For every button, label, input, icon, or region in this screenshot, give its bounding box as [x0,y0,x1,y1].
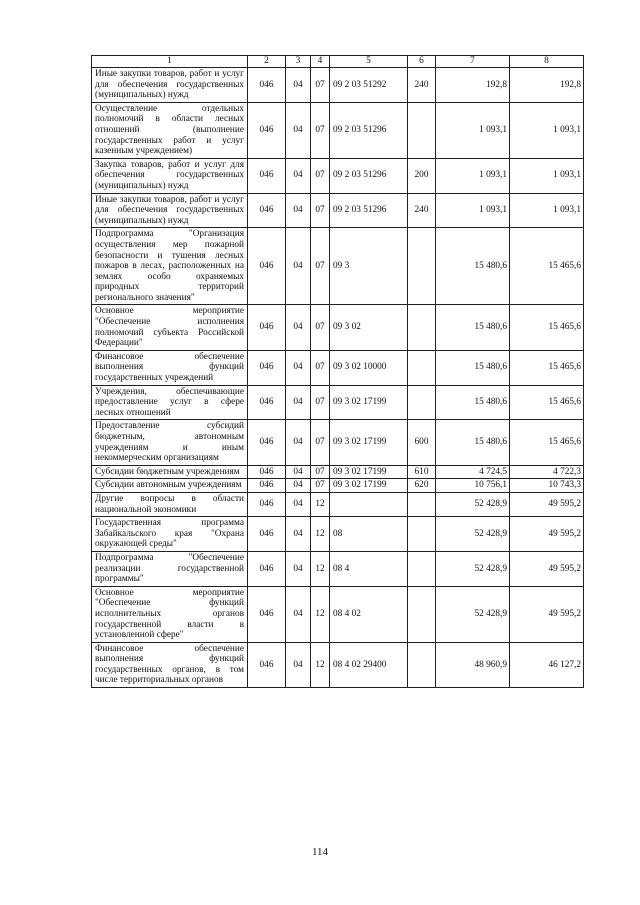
ministry-code: 046 [248,193,286,228]
section-code: 04 [286,228,311,305]
expense-type-code [408,492,436,516]
item-name: Подпрограмма "Обеспечение реализации государственной программы" [92,551,248,586]
header-row [92,56,584,68]
section-code: 04 [286,305,311,350]
subsection-code: 07 [311,385,330,420]
item-name: Финансовое обеспечение выполнения функций государственных органов, в том числе территориальных органов [92,642,248,687]
item-name: Субсидии автономным учреждениям [92,479,248,493]
subsection-code: 07 [311,479,330,493]
amount-col-8: 15 465,6 [510,350,584,385]
item-name: Осуществление отдельных полномочий в области лесных отношений (выполнение государственных работ и услуг казенным учреждением) [92,102,248,158]
subsection-code: 07 [311,68,330,103]
amount-col-8: 4 722,3 [510,465,584,479]
ministry-code: 046 [248,420,286,465]
section-code: 04 [286,420,311,465]
amount-col-8: 192,8 [510,68,584,103]
item-name: Иные закупки товаров, работ и услуг для обеспечения государственных (муниципальных) нужд [92,193,248,228]
section-code: 04 [286,586,311,642]
subsection-code: 07 [311,158,330,193]
header-cell-7: 7 [436,56,510,68]
expense-type-code: 610 [408,465,436,479]
ministry-code: 046 [248,492,286,516]
subsection-code: 12 [311,492,330,516]
ministry-code: 046 [248,305,286,350]
amount-col-8: 15 465,6 [510,385,584,420]
ministry-code: 046 [248,551,286,586]
expense-type-code [408,102,436,158]
table-row [92,102,584,158]
amount-col-8: 15 465,6 [510,305,584,350]
ministry-code: 046 [248,102,286,158]
expense-type-code [408,642,436,687]
ministry-code: 046 [248,479,286,493]
subsection-code: 07 [311,305,330,350]
amount-col-7: 1 093,1 [436,193,510,228]
target-article-code: 09 3 02 17199 [330,465,408,479]
amount-col-8: 46 127,2 [510,642,584,687]
amount-col-8: 1 093,1 [510,193,584,228]
target-article-code [330,492,408,516]
target-article-code: 09 3 02 17199 [330,385,408,420]
item-name: Иные закупки товаров, работ и услуг для обеспечения государственных (муниципальных) нужд [92,68,248,103]
expense-type-code: 620 [408,479,436,493]
header-cell-4: 4 [311,56,330,68]
header-cell-2: 2 [248,56,286,68]
expense-type-code [408,385,436,420]
budget-table [91,55,584,688]
subsection-code: 12 [311,642,330,687]
expense-type-code [408,350,436,385]
expense-type-code: 240 [408,68,436,103]
section-code: 04 [286,385,311,420]
item-name: Предоставление субсидий бюджетным, автономным учреждениям и иным некоммерческим организациям [92,420,248,465]
table-row [92,385,584,420]
amount-col-7: 52 428,9 [436,551,510,586]
expense-type-code: 240 [408,193,436,228]
section-code: 04 [286,350,311,385]
table-row [92,420,584,465]
subsection-code: 12 [311,517,330,552]
ministry-code: 046 [248,350,286,385]
table-row [92,350,584,385]
expense-type-code: 600 [408,420,436,465]
amount-col-7: 15 480,6 [436,350,510,385]
target-article-code: 08 [330,517,408,552]
amount-col-7: 10 756,1 [436,479,510,493]
amount-col-8: 49 595,2 [510,586,584,642]
ministry-code: 046 [248,385,286,420]
target-article-code: 08 4 02 [330,586,408,642]
amount-col-7: 15 480,6 [436,385,510,420]
target-article-code: 09 2 03 51292 [330,68,408,103]
expense-type-code: 200 [408,158,436,193]
table-row [92,158,584,193]
section-code: 04 [286,517,311,552]
header-cell-3: 3 [286,56,311,68]
section-code: 04 [286,102,311,158]
section-code: 04 [286,492,311,516]
section-code: 04 [286,158,311,193]
amount-col-7: 15 480,6 [436,420,510,465]
item-name: Финансовое обеспечение выполнения функций государственных учреждений [92,350,248,385]
amount-col-7: 52 428,9 [436,492,510,516]
subsection-code: 07 [311,465,330,479]
page-number: 114 [311,846,329,858]
amount-col-7: 52 428,9 [436,517,510,552]
item-name: Основное мероприятие "Обеспечение исполнения полномочий субъекта Российской Федерации" [92,305,248,350]
section-code: 04 [286,642,311,687]
subsection-code: 12 [311,586,330,642]
subsection-code: 07 [311,228,330,305]
table-row [92,492,584,516]
expense-type-code [408,228,436,305]
subsection-code: 07 [311,102,330,158]
ministry-code: 046 [248,158,286,193]
amount-col-7: 15 480,6 [436,228,510,305]
amount-col-7: 1 093,1 [436,102,510,158]
table-row [92,305,584,350]
expense-type-code [408,586,436,642]
ministry-code: 046 [248,68,286,103]
amount-col-7: 48 960,9 [436,642,510,687]
item-name: Закупка товаров, работ и услуг для обеспечения государственных (муниципальных) нужд [92,158,248,193]
table-body [92,68,584,688]
amount-col-8: 1 093,1 [510,158,584,193]
target-article-code: 09 3 02 17199 [330,479,408,493]
amount-col-7: 1 093,1 [436,158,510,193]
amount-col-8: 49 595,2 [510,551,584,586]
table-row [92,517,584,552]
amount-col-7: 15 480,6 [436,305,510,350]
ministry-code: 046 [248,642,286,687]
amount-col-8: 15 465,6 [510,420,584,465]
header-cell-8: 8 [510,56,584,68]
header-cell-1: 1 [92,56,248,68]
ministry-code: 046 [248,465,286,479]
subsection-code: 07 [311,193,330,228]
table-header [92,56,584,68]
section-code: 04 [286,551,311,586]
target-article-code: 09 3 02 17199 [330,420,408,465]
header-cell-6: 6 [408,56,436,68]
expense-type-code [408,305,436,350]
section-code: 04 [286,193,311,228]
table-row [92,586,584,642]
table-row [92,193,584,228]
section-code: 04 [286,465,311,479]
item-name: Учреждения, обеспечивающие предоставление услуг в сфере лесных отношений [92,385,248,420]
target-article-code: 08 4 02 29400 [330,642,408,687]
amount-col-7: 52 428,9 [436,586,510,642]
item-name: Субсидии бюджетным учреждениям [92,465,248,479]
table-row [92,551,584,586]
subsection-code: 07 [311,350,330,385]
amount-col-7: 192,8 [436,68,510,103]
table-row [92,68,584,103]
expense-type-code [408,551,436,586]
target-article-code: 09 3 [330,228,408,305]
ministry-code: 046 [248,586,286,642]
target-article-code: 09 3 02 10000 [330,350,408,385]
amount-col-8: 49 595,2 [510,517,584,552]
target-article-code: 09 3 02 [330,305,408,350]
table-row [92,479,584,493]
section-code: 04 [286,479,311,493]
amount-col-8: 10 743,3 [510,479,584,493]
item-name: Другие вопросы в области национальной экономики [92,492,248,516]
item-name: Основное мероприятие "Обеспечение функций исполнительных органов государственной власти в установленной сфере" [92,586,248,642]
amount-col-8: 49 595,2 [510,492,584,516]
header-cell-5: 5 [330,56,408,68]
table-row [92,228,584,305]
target-article-code: 09 2 03 51296 [330,158,408,193]
target-article-code: 09 2 03 51296 [330,102,408,158]
amount-col-7: 4 724,5 [436,465,510,479]
table-row [92,642,584,687]
amount-col-8: 1 093,1 [510,102,584,158]
item-name: Подпрограмма "Организация осуществления мер пожарной безопасности и тушения лесных пожаров в лесах, расположенных на землях особо охраняемых природных территорий регионального значения" [92,228,248,305]
expense-type-code [408,517,436,552]
target-article-code: 09 2 03 51296 [330,193,408,228]
amount-col-8: 15 465,6 [510,228,584,305]
ministry-code: 046 [248,517,286,552]
target-article-code: 08 4 [330,551,408,586]
ministry-code: 046 [248,228,286,305]
item-name: Государственная программа Забайкальского края "Охрана окружающей среды" [92,517,248,552]
section-code: 04 [286,68,311,103]
table-row [92,465,584,479]
subsection-code: 07 [311,420,330,465]
subsection-code: 12 [311,551,330,586]
